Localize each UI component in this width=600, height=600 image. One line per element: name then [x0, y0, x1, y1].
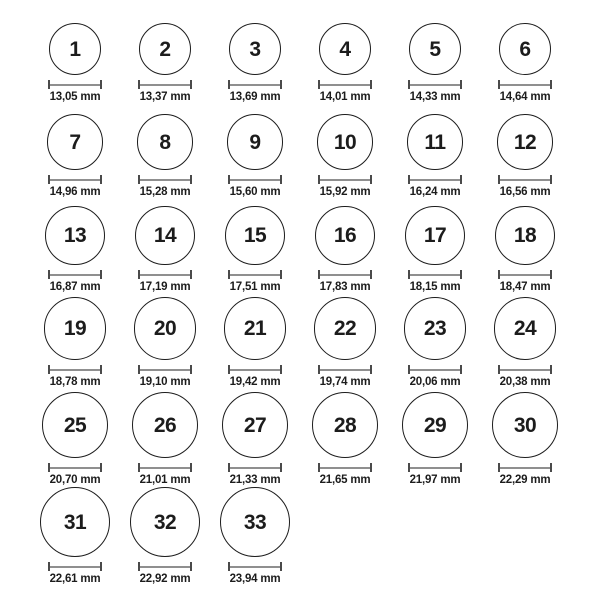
diameter-label: 17,51 mm [229, 281, 281, 293]
size-circle [229, 23, 281, 75]
size-number: 6 [519, 37, 531, 61]
size-cell [300, 297, 390, 392]
measure-line [320, 467, 370, 469]
size-number: 4 [339, 37, 351, 61]
size-row [30, 487, 570, 587]
diameter-label: 14,01 mm [319, 91, 371, 103]
size-circle [139, 23, 191, 75]
diameter-label: 22,61 mm [49, 573, 101, 585]
measure-line [50, 179, 100, 181]
size-cell [210, 202, 300, 297]
size-number: 15 [243, 223, 267, 247]
diameter-label: 13,37 mm [139, 91, 191, 103]
measure-line [50, 467, 100, 469]
measure-line [230, 274, 280, 276]
size-circle [409, 23, 461, 75]
diameter-measure-bracket [48, 365, 102, 374]
size-number: 32 [153, 510, 177, 534]
measure-line [320, 274, 370, 276]
diameter-measure-bracket [228, 175, 282, 184]
size-cell [480, 202, 570, 297]
diameter-measure-bracket [318, 80, 372, 89]
measure-line [50, 84, 100, 86]
diameter-label: 15,28 mm [139, 186, 191, 198]
size-cell [210, 297, 300, 392]
measure-line [500, 179, 550, 181]
diameter-label: 22,92 mm [139, 573, 191, 585]
size-cell [210, 12, 300, 107]
diameter-measure-bracket [498, 463, 552, 472]
size-number: 14 [153, 223, 177, 247]
measure-line [500, 274, 550, 276]
diameter-label: 21,65 mm [319, 474, 371, 487]
size-circle [227, 114, 283, 170]
diameter-measure-bracket [138, 463, 192, 472]
diameter-label: 17,19 mm [139, 281, 191, 293]
size-number: 5 [429, 37, 441, 61]
size-cell [120, 487, 210, 589]
size-circle [404, 297, 467, 360]
diameter-measure-bracket [408, 175, 462, 184]
size-circle [40, 487, 110, 557]
diameter-measure-bracket [48, 270, 102, 279]
diameter-measure-bracket [498, 80, 552, 89]
size-number: 11 [424, 130, 446, 154]
size-cell [30, 297, 120, 392]
diameter-label: 21,97 mm [409, 474, 461, 487]
size-number: 28 [333, 413, 357, 437]
diameter-measure-bracket [48, 175, 102, 184]
size-cell [30, 487, 120, 589]
size-row [30, 297, 570, 392]
size-cell [120, 12, 210, 107]
size-cell [480, 12, 570, 107]
size-cell [390, 297, 480, 392]
diameter-label: 16,56 mm [499, 186, 551, 198]
size-circle [315, 206, 374, 265]
diameter-measure-bracket [408, 270, 462, 279]
measure-line [500, 369, 550, 371]
size-number: 3 [249, 37, 261, 61]
diameter-label: 18,47 mm [499, 281, 551, 293]
diameter-label: 15,60 mm [229, 186, 281, 198]
size-circle [132, 392, 198, 458]
diameter-measure-bracket [498, 365, 552, 374]
diameter-measure-bracket [318, 463, 372, 472]
size-row [30, 107, 570, 202]
size-circle [317, 114, 373, 170]
measure-line [140, 566, 190, 568]
diameter-measure-bracket [48, 80, 102, 89]
diameter-label: 14,33 mm [409, 91, 461, 103]
size-number: 9 [249, 130, 261, 154]
size-number: 31 [63, 510, 87, 534]
size-cell [390, 12, 480, 107]
size-number: 20 [153, 317, 177, 341]
diameter-measure-bracket [48, 463, 102, 472]
diameter-label: 18,78 mm [49, 376, 101, 388]
size-cell [480, 107, 570, 202]
measure-line [410, 467, 460, 469]
diameter-label: 14,64 mm [499, 91, 551, 103]
diameter-label: 18,15 mm [409, 281, 461, 293]
size-row [30, 202, 570, 297]
diameter-label: 16,24 mm [409, 186, 461, 198]
size-cell [30, 392, 120, 490]
size-circle [497, 114, 553, 170]
size-number: 22 [333, 317, 357, 341]
size-circle [492, 392, 558, 458]
diameter-label: 19,10 mm [139, 376, 191, 388]
size-cell [390, 202, 480, 297]
size-circle [45, 206, 104, 265]
size-circle [407, 114, 463, 170]
measure-line [500, 84, 550, 86]
diameter-measure-bracket [228, 270, 282, 279]
diameter-measure-bracket [498, 175, 552, 184]
measure-line [320, 84, 370, 86]
size-cell [210, 487, 300, 589]
size-circle [137, 114, 193, 170]
size-number: 25 [63, 413, 87, 437]
diameter-measure-bracket [48, 562, 102, 571]
size-number: 2 [159, 37, 171, 61]
diameter-label: 19,42 mm [229, 376, 281, 388]
size-circle [47, 114, 103, 170]
size-cell [300, 392, 390, 490]
measure-line [230, 369, 280, 371]
size-cell [30, 202, 120, 297]
size-number: 23 [423, 317, 447, 341]
size-number: 33 [243, 510, 267, 534]
measure-line [140, 179, 190, 181]
diameter-measure-bracket [318, 365, 372, 374]
size-cell [300, 12, 390, 107]
size-number: 10 [333, 130, 357, 154]
size-cell [210, 107, 300, 202]
size-cell [30, 12, 120, 107]
measure-line [50, 566, 100, 568]
size-circle [319, 23, 371, 75]
size-cell [480, 392, 570, 490]
measure-line [140, 84, 190, 86]
measure-line [410, 84, 460, 86]
size-number: 7 [69, 130, 81, 154]
measure-line [50, 274, 100, 276]
diameter-label: 13,69 mm [229, 91, 281, 103]
size-number: 13 [63, 223, 87, 247]
diameter-label: 21,33 mm [229, 474, 281, 487]
size-number: 29 [423, 413, 447, 437]
diameter-measure-bracket [408, 365, 462, 374]
size-circle [494, 297, 557, 360]
diameter-measure-bracket [228, 463, 282, 472]
size-circle [49, 23, 101, 75]
diameter-label: 22,29 mm [499, 474, 551, 487]
size-circle [312, 392, 378, 458]
size-number: 26 [153, 413, 177, 437]
diameter-measure-bracket [138, 270, 192, 279]
measure-line [140, 274, 190, 276]
diameter-label: 20,38 mm [499, 376, 551, 388]
size-number: 18 [513, 223, 537, 247]
size-circle [222, 392, 288, 458]
size-circle [314, 297, 377, 360]
measure-line [320, 369, 370, 371]
diameter-measure-bracket [408, 80, 462, 89]
size-row [30, 12, 570, 107]
diameter-label: 23,94 mm [229, 573, 281, 585]
size-circle [42, 392, 108, 458]
size-circle [220, 487, 290, 557]
measure-line [500, 467, 550, 469]
measure-line [320, 179, 370, 181]
size-cell [120, 202, 210, 297]
diameter-measure-bracket [318, 175, 372, 184]
size-number: 19 [63, 317, 87, 341]
diameter-measure-bracket [138, 80, 192, 89]
size-number: 1 [69, 37, 81, 61]
diameter-label: 14,96 mm [49, 186, 101, 198]
diameter-measure-bracket [318, 270, 372, 279]
diameter-label: 19,74 mm [319, 376, 371, 388]
size-cell [120, 107, 210, 202]
size-circle [225, 206, 284, 265]
measure-line [140, 369, 190, 371]
measure-line [230, 179, 280, 181]
size-cell [120, 392, 210, 490]
size-circle [224, 297, 287, 360]
diameter-measure-bracket [498, 270, 552, 279]
size-circle [130, 487, 200, 557]
diameter-label: 17,83 mm [319, 281, 371, 293]
diameter-measure-bracket [138, 562, 192, 571]
size-number: 8 [159, 130, 171, 154]
diameter-label: 15,92 mm [319, 186, 371, 198]
size-number: 27 [243, 413, 267, 437]
size-number: 17 [423, 223, 447, 247]
diameter-measure-bracket [228, 365, 282, 374]
measure-line [410, 179, 460, 181]
size-circle [499, 23, 551, 75]
diameter-measure-bracket [408, 463, 462, 472]
diameter-measure-bracket [138, 175, 192, 184]
size-circle [135, 206, 194, 265]
size-row [30, 392, 570, 487]
size-number: 16 [333, 223, 357, 247]
diameter-measure-bracket [228, 562, 282, 571]
size-number: 30 [513, 413, 537, 437]
measure-line [140, 467, 190, 469]
measure-line [410, 369, 460, 371]
size-cell [480, 297, 570, 392]
measure-line [410, 274, 460, 276]
size-cell [390, 392, 480, 490]
size-number: 24 [513, 317, 537, 341]
size-circle [495, 206, 554, 265]
diameter-label: 20,70 mm [49, 474, 101, 487]
measure-line [230, 467, 280, 469]
size-cell [30, 107, 120, 202]
measure-line [50, 369, 100, 371]
size-cell [120, 297, 210, 392]
size-circle [402, 392, 468, 458]
diameter-label: 13,05 mm [49, 91, 101, 103]
diameter-measure-bracket [228, 80, 282, 89]
size-circle [134, 297, 197, 360]
size-number: 12 [513, 130, 537, 154]
size-cell [390, 107, 480, 202]
diameter-measure-bracket [138, 365, 192, 374]
diameter-label: 16,87 mm [49, 281, 101, 293]
diameter-label: 20,06 mm [409, 376, 461, 388]
measure-line [230, 566, 280, 568]
size-circle [44, 297, 107, 360]
measure-line [230, 84, 280, 86]
size-cell [300, 107, 390, 202]
size-cell [300, 202, 390, 297]
size-circle [405, 206, 464, 265]
size-number: 21 [243, 317, 267, 341]
size-cell [210, 392, 300, 490]
diameter-label: 21,01 mm [139, 474, 191, 487]
